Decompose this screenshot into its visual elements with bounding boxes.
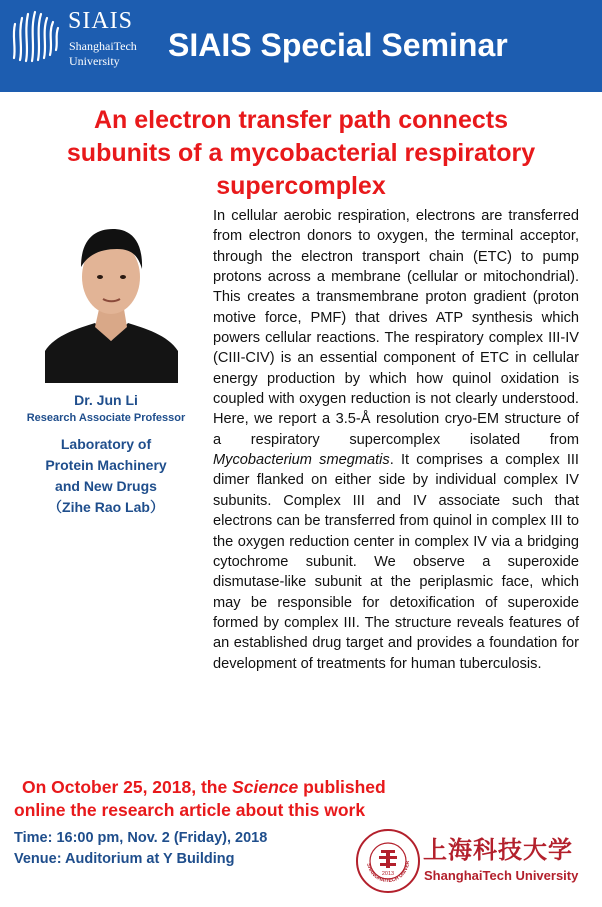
lab-name-line: and New Drugs <box>55 478 157 494</box>
logo-subtext-2: University <box>69 54 120 68</box>
seal-year: 2013 <box>381 871 395 877</box>
talk-title-line: subunits of a mycobacterial respiratory <box>66 139 536 167</box>
announcement-text: online the research article about this work <box>14 800 366 820</box>
abstract-part: In cellular aerobic respiration, electrons are transferred from electron donors to oxygen, the terminal acceptor, through the electron transport chain (ETC) to pump protons across a membrane (cellular or mitochondrial). This creates a transmembrane proton gradient (proton motive force, PMF) that drives ATP synthesis which powers cellular reactions. The respiratory complex III-IV (CIII-CIV) is an essential component of ETC in cellular energy production by which how quinol oxidation is coupled with oxygen reduction is not clearly understood. Here, we report a 3.5-Å resolution cryo-EM structure of a respiratory supercomplex isolated from <box>213 208 579 448</box>
seal-text: SHANGHAITECH UNIVER <box>365 860 412 885</box>
speaker-name: Dr. Jun Li <box>74 392 138 408</box>
lab-name-line: Protein Machinery <box>45 457 167 473</box>
university-name-english: ShanghaiTech University <box>424 868 579 883</box>
lab-name-line: Laboratory of <box>60 436 152 452</box>
event-venue: Venue: Auditorium at Y Building <box>14 851 235 867</box>
talk-title-line: An electron transfer path connects <box>94 106 508 134</box>
header-banner <box>0 0 602 92</box>
logo-subtext-1: ShanghaiTech <box>69 39 137 53</box>
announcement-text: published <box>298 777 386 797</box>
abstract-part: . It comprises a complex III dimer flanked on either side by individual complex IV subunits. Complex III and IV associate such that electrons can be transferred from quinol in complex III to the oxygen reduction center in complex IV via a bridging cytochrome subunit. We observe a superoxide dismutase-like subunit at the periplasmic face, which may be responsible for detoxification of superoxide formed by complex III. The structure reveals features of an established drug target and provides a foundation for development of treatments for human tuberculosis. <box>213 452 579 672</box>
speaker-role: Research Associate Professor <box>26 412 186 424</box>
speaker-photo <box>45 211 178 383</box>
talk-title <box>20 104 582 203</box>
speaker-portrait-image <box>45 211 178 383</box>
logo-text: SIAIS <box>68 8 134 34</box>
abstract-text <box>213 206 579 674</box>
event-time: Time: 16:00 pm, Nov. 2 (Friday), 2018 <box>14 830 268 846</box>
siais-logo-mark <box>8 6 64 66</box>
publication-announcement <box>22 776 492 798</box>
university-name-chinese: 上海科技大学 <box>423 835 573 864</box>
lab-name-line: （Zihe Rao Lab） <box>48 499 164 515</box>
seminar-heading: SIAIS Special Seminar <box>168 27 508 63</box>
organism-name: Mycobacterium smegmatis <box>213 452 390 469</box>
university-seal-icon <box>355 828 421 894</box>
journal-name: Science <box>232 777 299 797</box>
talk-title-line: supercomplex <box>216 172 386 200</box>
announcement-text: On October 25, 2018, the <box>22 777 233 797</box>
